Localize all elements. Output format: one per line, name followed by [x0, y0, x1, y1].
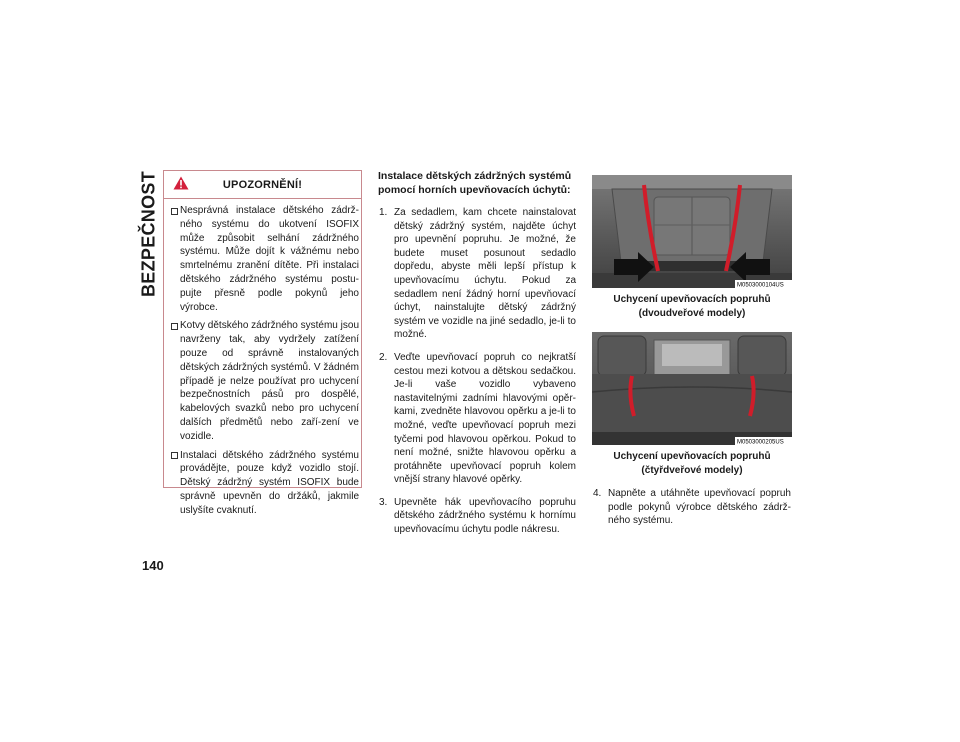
step-number: 2. [379, 351, 388, 363]
instruction-step [378, 351, 576, 487]
step-text: Za sedadlem, kam chcete nainstalovat dětský zádržný systém, najděte úchyt pro upevnění popruhu. Je možné, že budete muset posunout sedadlo dopředu, abyste měli lepší přístup k upevňovacímu úchytu. Pokud za sedadlem není žádný horní upevňovací úchyt, nainstalujte dětský zádržný systém ve vozidle na jiné sedadlo, je-li to možné. [394, 207, 576, 341]
figure-caption: Uchycení upevňovacích popruhů (čtyřdveřové modely) [613, 451, 771, 476]
warning-item-text: Nesprávná instalace dětského zádrž-ného systému do ukotvení ISOFIX může způsobit selhání zádržného systému. Může dojít k vážnému nebo smrtelnému zranění dítěte. Při instalaci dětského zádržného systému postu-pujte přesně podle pokynů jeho výrobce. [180, 205, 359, 313]
figure-caption: Uchycení upevňovacích popruhů (dvoudveřové modely) [613, 294, 771, 319]
figure-two-door [592, 175, 792, 320]
instruction-step [378, 496, 576, 537]
section-side-label [136, 170, 162, 298]
instructions-column [378, 170, 576, 546]
warning-box [163, 170, 362, 516]
warning-list [164, 199, 361, 518]
figure-four-door [592, 332, 792, 477]
step-text: Upevněte hák upevňovacího popruhu dětského zádržného systému k hornímu upevňovacímu úchytu podle nákresu. [394, 496, 576, 536]
figure-code: M0503000104US [737, 282, 784, 288]
warning-title: UPOZORNĚNÍ! [222, 179, 303, 191]
step-number: 3. [379, 496, 388, 508]
tether-anchor-photo-two-door [592, 175, 792, 288]
warning-item [171, 449, 359, 518]
tether-anchor-photo-four-door [592, 332, 792, 445]
page-number: 140 [142, 558, 164, 573]
instruction-step [378, 206, 576, 342]
warning-item [171, 319, 359, 443]
warning-item [171, 204, 359, 314]
warning-item-text: Instalaci dětského zádržného systému provádějte, pouze když vozidlo stojí. Dětský zádržný systém ISOFIX bude správně upevněn do držáků, jakmile uslyšíte cvaknutí. [180, 449, 359, 516]
warning-header [164, 171, 361, 199]
checkbox-bullet-icon [171, 323, 178, 330]
step-number: 4. [593, 488, 602, 499]
checkbox-bullet-icon [171, 208, 178, 215]
step-number: 1. [379, 207, 388, 218]
figure-code: M0503000205US [737, 439, 784, 445]
checkbox-bullet-icon [171, 452, 178, 459]
step-text: Veďte upevňovací popruh co nejkratší cestou mezi kotvou a dětskou sedačkou. Je-li vaše vozidlo vybaveno nastavitelnými zadními hlavovými opěr-kami, zvedněte hlavovou opěrku a je-li to možné, veďte upevňovací popruh mezi tyčemi pod hlavovou opěrkou. Pokud to není možné, snižte hlavovou opěrku a protáhněte upevňovací popruh kolem vnější strany hlavové opěrky. [394, 351, 576, 486]
instruction-step [592, 487, 791, 528]
instructions-heading: Instalace dětských zádržných systémů pomocí horních upevňovacích úchytů: [378, 170, 572, 196]
step-text: Napněte a utáhněte upevňovací popruh podle pokynů výrobce dětského zádrž-ného systému. [608, 488, 791, 527]
warning-item-text: Kotvy dětského zádržného systému jsou navrženy tak, aby vydržely zatížení pouze od správně instalovaných dětských zádržných systémů. V žádném případě je nelze používat pro uchycení bezpečnostních pásů pro dospělé, kabelových svazků nebo pro uchycení dalších předmětů nebo zaří-zení ve vozidle. [180, 320, 359, 442]
section-label-text: BEZPEČNOST [138, 170, 159, 298]
